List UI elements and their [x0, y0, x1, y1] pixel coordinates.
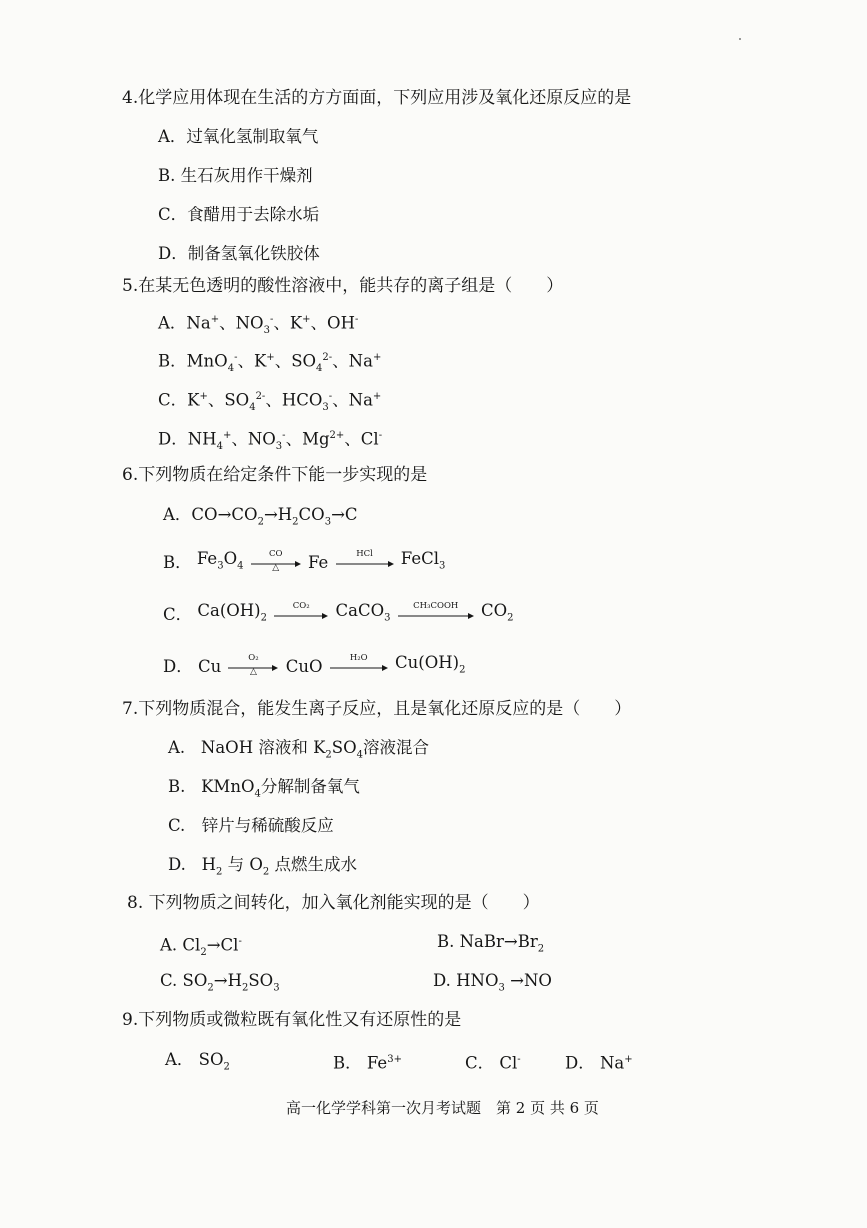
q4-option-c: C．食醋用于去除水垢: [158, 205, 320, 224]
q7-option-b: B. KMnO$_4$分解制备氧气: [168, 777, 360, 800]
q9-option-a: A． $SO_2$: [165, 1050, 230, 1073]
reaction-arrow: CO₂: [274, 603, 328, 627]
q9-option-b: B． $Fe^{3+}$: [333, 1053, 402, 1073]
q6-option-b: B． $Fe_3O_4$ CO △ Fe HCl FeCl$_3$: [163, 548, 446, 573]
q9-option-d: D． Na+: [565, 1053, 633, 1073]
question-5-stem: 5.在某无色透明的酸性溶液中，能共存的离子组是（ ）: [122, 276, 564, 296]
q8-option-d: D. $HNO_3 \to NO$: [433, 971, 552, 994]
page-footer: 高一化学学科第一次月考试题 第 2 页 共 6 页: [286, 1099, 599, 1117]
q6-option-a: A．$CO\to CO_2\to H_2CO_3\to C$: [163, 505, 358, 528]
q4-option-d: D．制备氢氧化铁胶体: [158, 244, 320, 263]
reaction-arrow: O₂ △: [228, 655, 278, 679]
question-4-stem: 4.化学应用体现在生活的方方面面，下列应用涉及氧化还原反应的是: [122, 88, 632, 108]
reaction-arrow: HCl: [336, 551, 394, 575]
reaction-arrow: H₂O: [330, 655, 388, 679]
q7-option-a: A. NaOH 溶液和 $K_2SO_4$溶液混合: [168, 738, 430, 761]
q5-option-b: B．MnO$_4$-、K+、$SO_4^{2-}$、Na+: [158, 351, 382, 374]
reaction-arrow: CH₃COOH: [398, 603, 474, 627]
q7-option-d: D. $H_2$ 与 $O_2$ 点燃生成水: [168, 855, 358, 878]
question-9-stem: 9.下列物质或微粒既有氧化性又有还原性的是: [122, 1010, 462, 1030]
q6-option-d: D． Cu O₂ △ CuO H₂O $Cu(OH)_2$: [163, 652, 466, 677]
q8-option-a: A. $Cl_2\to Cl^-$: [160, 935, 242, 958]
question-7-stem: 7.下列物质混合，能发生离子反应，且是氧化还原反应的是（ ）: [122, 699, 632, 719]
q7-option-c: C. 锌片与稀硫酸反应: [168, 816, 334, 835]
q8-option-c: C. $SO_2\to H_2SO_3$: [160, 971, 280, 994]
q4-option-b: B. 生石灰用作干燥剂: [158, 166, 313, 185]
q6-option-c: C． $Ca(OH)_2$ CO₂ CaCO$_3$ CH₃COOH $CO_2$: [163, 599, 514, 630]
q5-option-d: D．$NH_4^+$、$NO_3^-$、$Mg^{2+}$、Cl-: [158, 429, 383, 452]
reaction-arrow: CO △: [251, 551, 301, 575]
question-8-stem: 8. 下列物质之间转化，加入氧化剂能实现的是（ ）: [127, 893, 540, 913]
q5-option-a: A．Na+、$NO_3^-$、K+、OH-: [158, 313, 359, 336]
q4-option-a: A．过氧化氢制取氧气: [158, 127, 319, 146]
q5-option-c: C．K+、$SO_4^{2-}$、$HCO_3^-$、Na+: [158, 390, 382, 413]
q8-option-b: B. $NaBr\to Br_2$: [437, 932, 545, 955]
q9-option-c: C． Cl-: [465, 1053, 521, 1073]
speck: [739, 38, 741, 40]
question-6-stem: 6.下列物质在给定条件下能一步实现的是: [122, 465, 428, 485]
